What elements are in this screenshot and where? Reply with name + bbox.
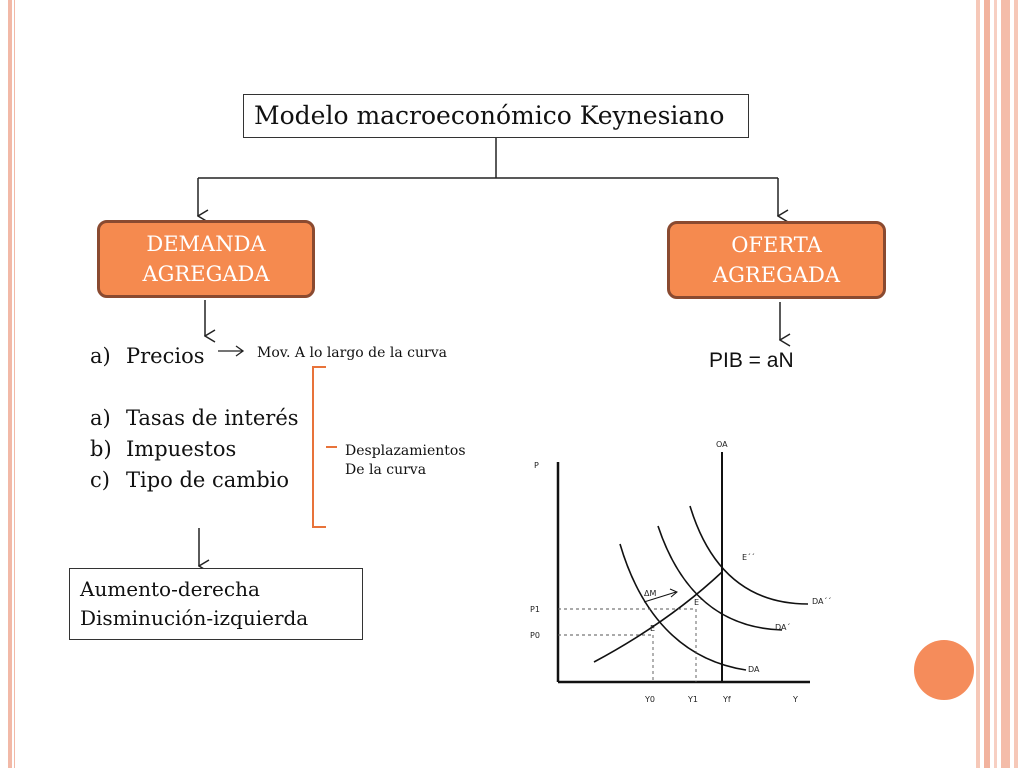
y0-label: Y0 (645, 695, 655, 704)
demand-box (97, 220, 315, 298)
da-prime-label: DA´ (775, 623, 791, 632)
result-box (69, 568, 363, 640)
list-marker: a) (90, 406, 111, 430)
list-item (90, 406, 299, 437)
oa-label: OA (716, 440, 728, 449)
demand-line2: AGREGADA (142, 262, 270, 286)
list-marker: c) (90, 468, 110, 492)
list-text: Precios (126, 344, 205, 368)
result-line1: Aumento-derecha (80, 577, 260, 601)
p-axis-label: P (534, 461, 539, 470)
delta-label: ΔM (644, 589, 657, 598)
da-double-prime-label: DA´´ (812, 597, 832, 606)
pib-formula: PIB = aN (709, 349, 794, 372)
offer-line2: AGREGADA (712, 263, 841, 287)
oa-curve-lower (594, 572, 722, 662)
da-prime-curve (658, 526, 782, 630)
p1-label: P1 (530, 605, 540, 614)
y1-label: Y1 (688, 695, 698, 704)
main-title-box (243, 94, 749, 138)
list-text: Tasas de interés (126, 406, 299, 430)
shift-label-line2: De la curva (345, 462, 427, 478)
main-title: Modelo macroeconómico Keynesiano (254, 101, 725, 130)
da-label: DA (748, 665, 760, 674)
list-item (90, 468, 299, 499)
p0-label: P0 (530, 631, 540, 640)
point-e-prime-label: E´ (694, 598, 704, 607)
point-e-label: E (650, 624, 656, 633)
list-text: Impuestos (126, 437, 237, 461)
result-line2: Disminución-izquierda (80, 606, 309, 630)
demand-line1: DEMANDA (146, 232, 266, 256)
shift-label-line1: Desplazamientos (345, 443, 466, 459)
ad-as-graph (520, 432, 832, 712)
list-marker: b) (90, 437, 112, 461)
yf-label: Yf (723, 695, 731, 704)
offer-line1: OFERTA (731, 233, 822, 257)
point-e-double-prime-label: E´´ (742, 553, 756, 562)
list-text: Tipo de cambio (126, 468, 290, 492)
offer-box (667, 221, 886, 299)
list-item (90, 344, 205, 375)
list-item (90, 437, 299, 468)
shift-factor-list (90, 406, 299, 499)
y-axis-label: Y (793, 695, 798, 704)
da-curve (620, 544, 746, 670)
list-marker: a) (90, 344, 111, 368)
movement-label: Mov. A lo largo de la curva (257, 345, 447, 361)
price-list (90, 344, 205, 375)
